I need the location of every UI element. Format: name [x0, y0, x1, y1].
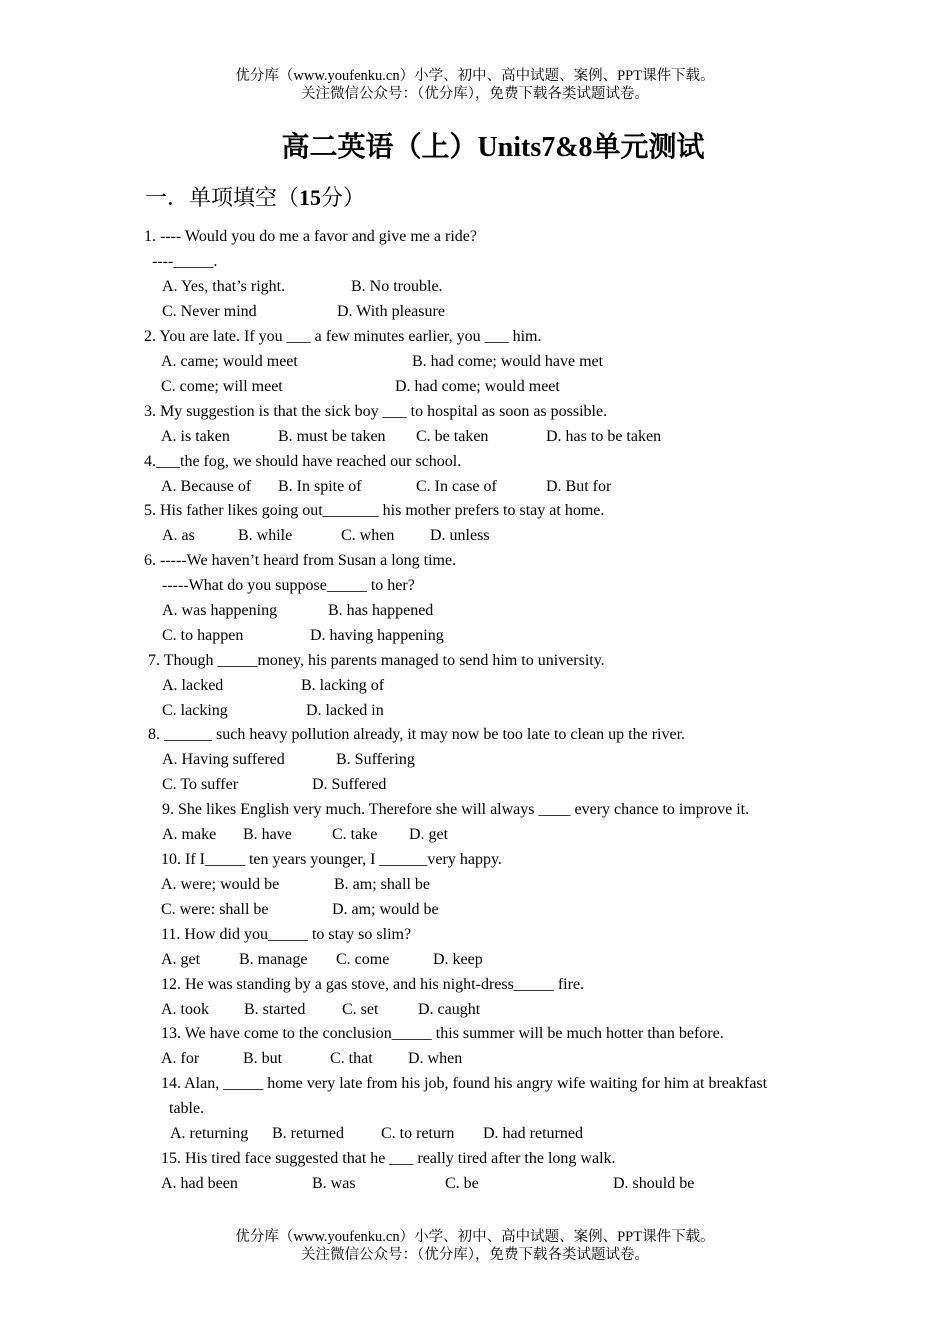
question-4-option-a: A. Because of — [161, 478, 252, 495]
question-6-option-a: A. was happening — [162, 602, 278, 619]
question-6-option-d: D. having happening — [310, 627, 444, 644]
question-10-option-b: B. am; shall be — [334, 876, 430, 893]
question-11-option-c: C. come — [336, 951, 390, 968]
question-8-option-b: B. Suffering — [336, 751, 415, 768]
question-9-stem: 9. She likes English very much. Therefore she will always ____ every chance to improve it. — [162, 801, 750, 818]
page-title: 高二英语（上）Units7&8单元测试 — [281, 132, 705, 163]
question-5-option-b: B. while — [238, 527, 293, 544]
section-prefix: 一．单项填空（ — [145, 185, 300, 210]
question-11-option-b: B. manage — [239, 951, 308, 968]
question-12-option-a: A. took — [161, 1001, 209, 1018]
question-1-stem-2: ----_____. — [152, 253, 218, 270]
question-6-stem: 6. -----We haven’t heard from Susan a long time. — [144, 552, 457, 569]
question-10-stem: 10. If I_____ ten years younger, I ______very happy. — [161, 851, 502, 868]
question-7-option-b: B. lacking of — [301, 677, 385, 694]
question-11-stem: 11. How did you_____ to stay so slim? — [161, 926, 412, 943]
question-12-option-c: C. set — [342, 1001, 379, 1018]
question-9-option-d: D. get — [409, 826, 449, 843]
question-1-option-c: C. Never mind — [162, 303, 257, 320]
question-4-option-b: B. In spite of — [278, 478, 362, 495]
question-7-option-a: A. lacked — [162, 677, 224, 694]
question-13-option-b: B. but — [243, 1050, 283, 1067]
question-1-option-d: D. With pleasure — [337, 303, 445, 320]
section-suffix: 分） — [321, 185, 366, 210]
question-12-option-b: B. started — [244, 1001, 306, 1018]
question-15-option-a: A. had been — [161, 1175, 238, 1192]
question-3-option-d: D. has to be taken — [546, 428, 662, 445]
question-10-option-a: A. were; would be — [161, 876, 280, 893]
question-12-stem: 12. He was standing by a gas stove, and his night-dress_____ fire. — [161, 976, 585, 993]
question-6-option-c: C. to happen — [162, 627, 244, 644]
question-14-option-a: A. returning — [170, 1125, 249, 1142]
question-14-option-c: C. to return — [381, 1125, 455, 1142]
question-2-option-a: A. came; would meet — [161, 353, 298, 370]
footer-line-2: 关注微信公众号：（优分库），免费下载各类试题试卷。 — [301, 1247, 649, 1263]
question-8-stem: 8. ______ such heavy pollution already, it may now be too late to clean up the river. — [148, 726, 686, 743]
question-12-option-d: D. caught — [418, 1001, 481, 1018]
question-10-option-c: C. were: shall be — [161, 901, 269, 918]
question-1-stem: 1. ---- Would you do me a favor and give me a ride? — [144, 228, 477, 245]
question-8-option-a: A. Having suffered — [162, 751, 285, 768]
section-points: 15 — [299, 185, 322, 210]
question-5-option-c: C. when — [341, 527, 395, 544]
question-15-stem: 15. His tired face suggested that he ___ really tired after the long walk. — [161, 1150, 616, 1167]
question-7-stem: 7. Though _____money, his parents managed to send him to university. — [148, 652, 605, 669]
question-15-option-c: C. be — [445, 1175, 479, 1192]
question-11-option-d: D. keep — [433, 951, 483, 968]
question-14-option-d: D. had returned — [483, 1125, 583, 1142]
question-13-option-a: A. for — [161, 1050, 200, 1067]
question-2-option-d: D. had come; would meet — [395, 378, 560, 395]
question-9-option-a: A. make — [162, 826, 217, 843]
question-13-stem: 13. We have come to the conclusion_____ this summer will be much hotter than before. — [161, 1025, 724, 1042]
question-3-stem: 3. My suggestion is that the sick boy ___ to hospital as soon as possible. — [144, 403, 608, 420]
question-1-option-b: B. No trouble. — [351, 278, 443, 295]
footer-line-1: 优分库（www.youfenku.cn）小学、初中、高中试题、案例、PPT课件下载。 — [235, 1229, 715, 1245]
question-4-option-c: C. In case of — [416, 478, 497, 495]
question-15-option-b: B. was — [312, 1175, 356, 1192]
question-9-option-b: B. have — [243, 826, 292, 843]
question-2-option-c: C. come; will meet — [161, 378, 283, 395]
question-8-option-c: C. To suffer — [162, 776, 239, 793]
question-6-option-b: B. has happened — [328, 602, 434, 619]
header-line-1: 优分库（www.youfenku.cn）小学、初中、高中试题、案例、PPT课件下载。 — [235, 68, 715, 84]
question-2-stem: 2. You are late. If you ___ a few minutes earlier, you ___ him. — [144, 328, 542, 345]
question-9-option-c: C. take — [332, 826, 378, 843]
question-11-option-a: A. get — [161, 951, 201, 968]
question-13-option-d: D. when — [408, 1050, 463, 1067]
question-6-stem-2: -----What do you suppose_____ to her? — [162, 577, 415, 594]
question-14-stem-2: table. — [169, 1100, 205, 1117]
question-7-option-c: C. lacking — [162, 702, 228, 719]
question-8-option-d: D. Suffered — [312, 776, 387, 793]
question-3-option-a: A. is taken — [161, 428, 230, 445]
header-line-2: 关注微信公众号：（优分库），免费下载各类试题试卷。 — [301, 86, 649, 102]
question-1-option-a: A. Yes, that’s right. — [162, 278, 286, 295]
question-14-option-b: B. returned — [272, 1125, 344, 1142]
question-4-stem: 4.___the fog, we should have reached our school. — [144, 453, 462, 470]
question-5-option-a: A. as — [162, 527, 195, 544]
question-13-option-c: C. that — [330, 1050, 373, 1067]
question-10-option-d: D. am; would be — [332, 901, 439, 918]
section-heading — [145, 184, 365, 212]
question-7-option-d: D. lacked in — [306, 702, 384, 719]
question-5-option-d: D. unless — [430, 527, 490, 544]
question-5-stem: 5. His father likes going out_______ his mother prefers to stay at home. — [144, 502, 605, 519]
question-2-option-b: B. had come; would have met — [412, 353, 604, 370]
question-4-option-d: D. But for — [546, 478, 612, 495]
question-14-stem: 14. Alan, _____ home very late from his job, found his angry wife waiting for him at breakfast — [161, 1075, 768, 1092]
question-3-option-c: C. be taken — [416, 428, 489, 445]
question-15-option-d: D. should be — [613, 1175, 695, 1192]
question-3-option-b: B. must be taken — [278, 428, 386, 445]
